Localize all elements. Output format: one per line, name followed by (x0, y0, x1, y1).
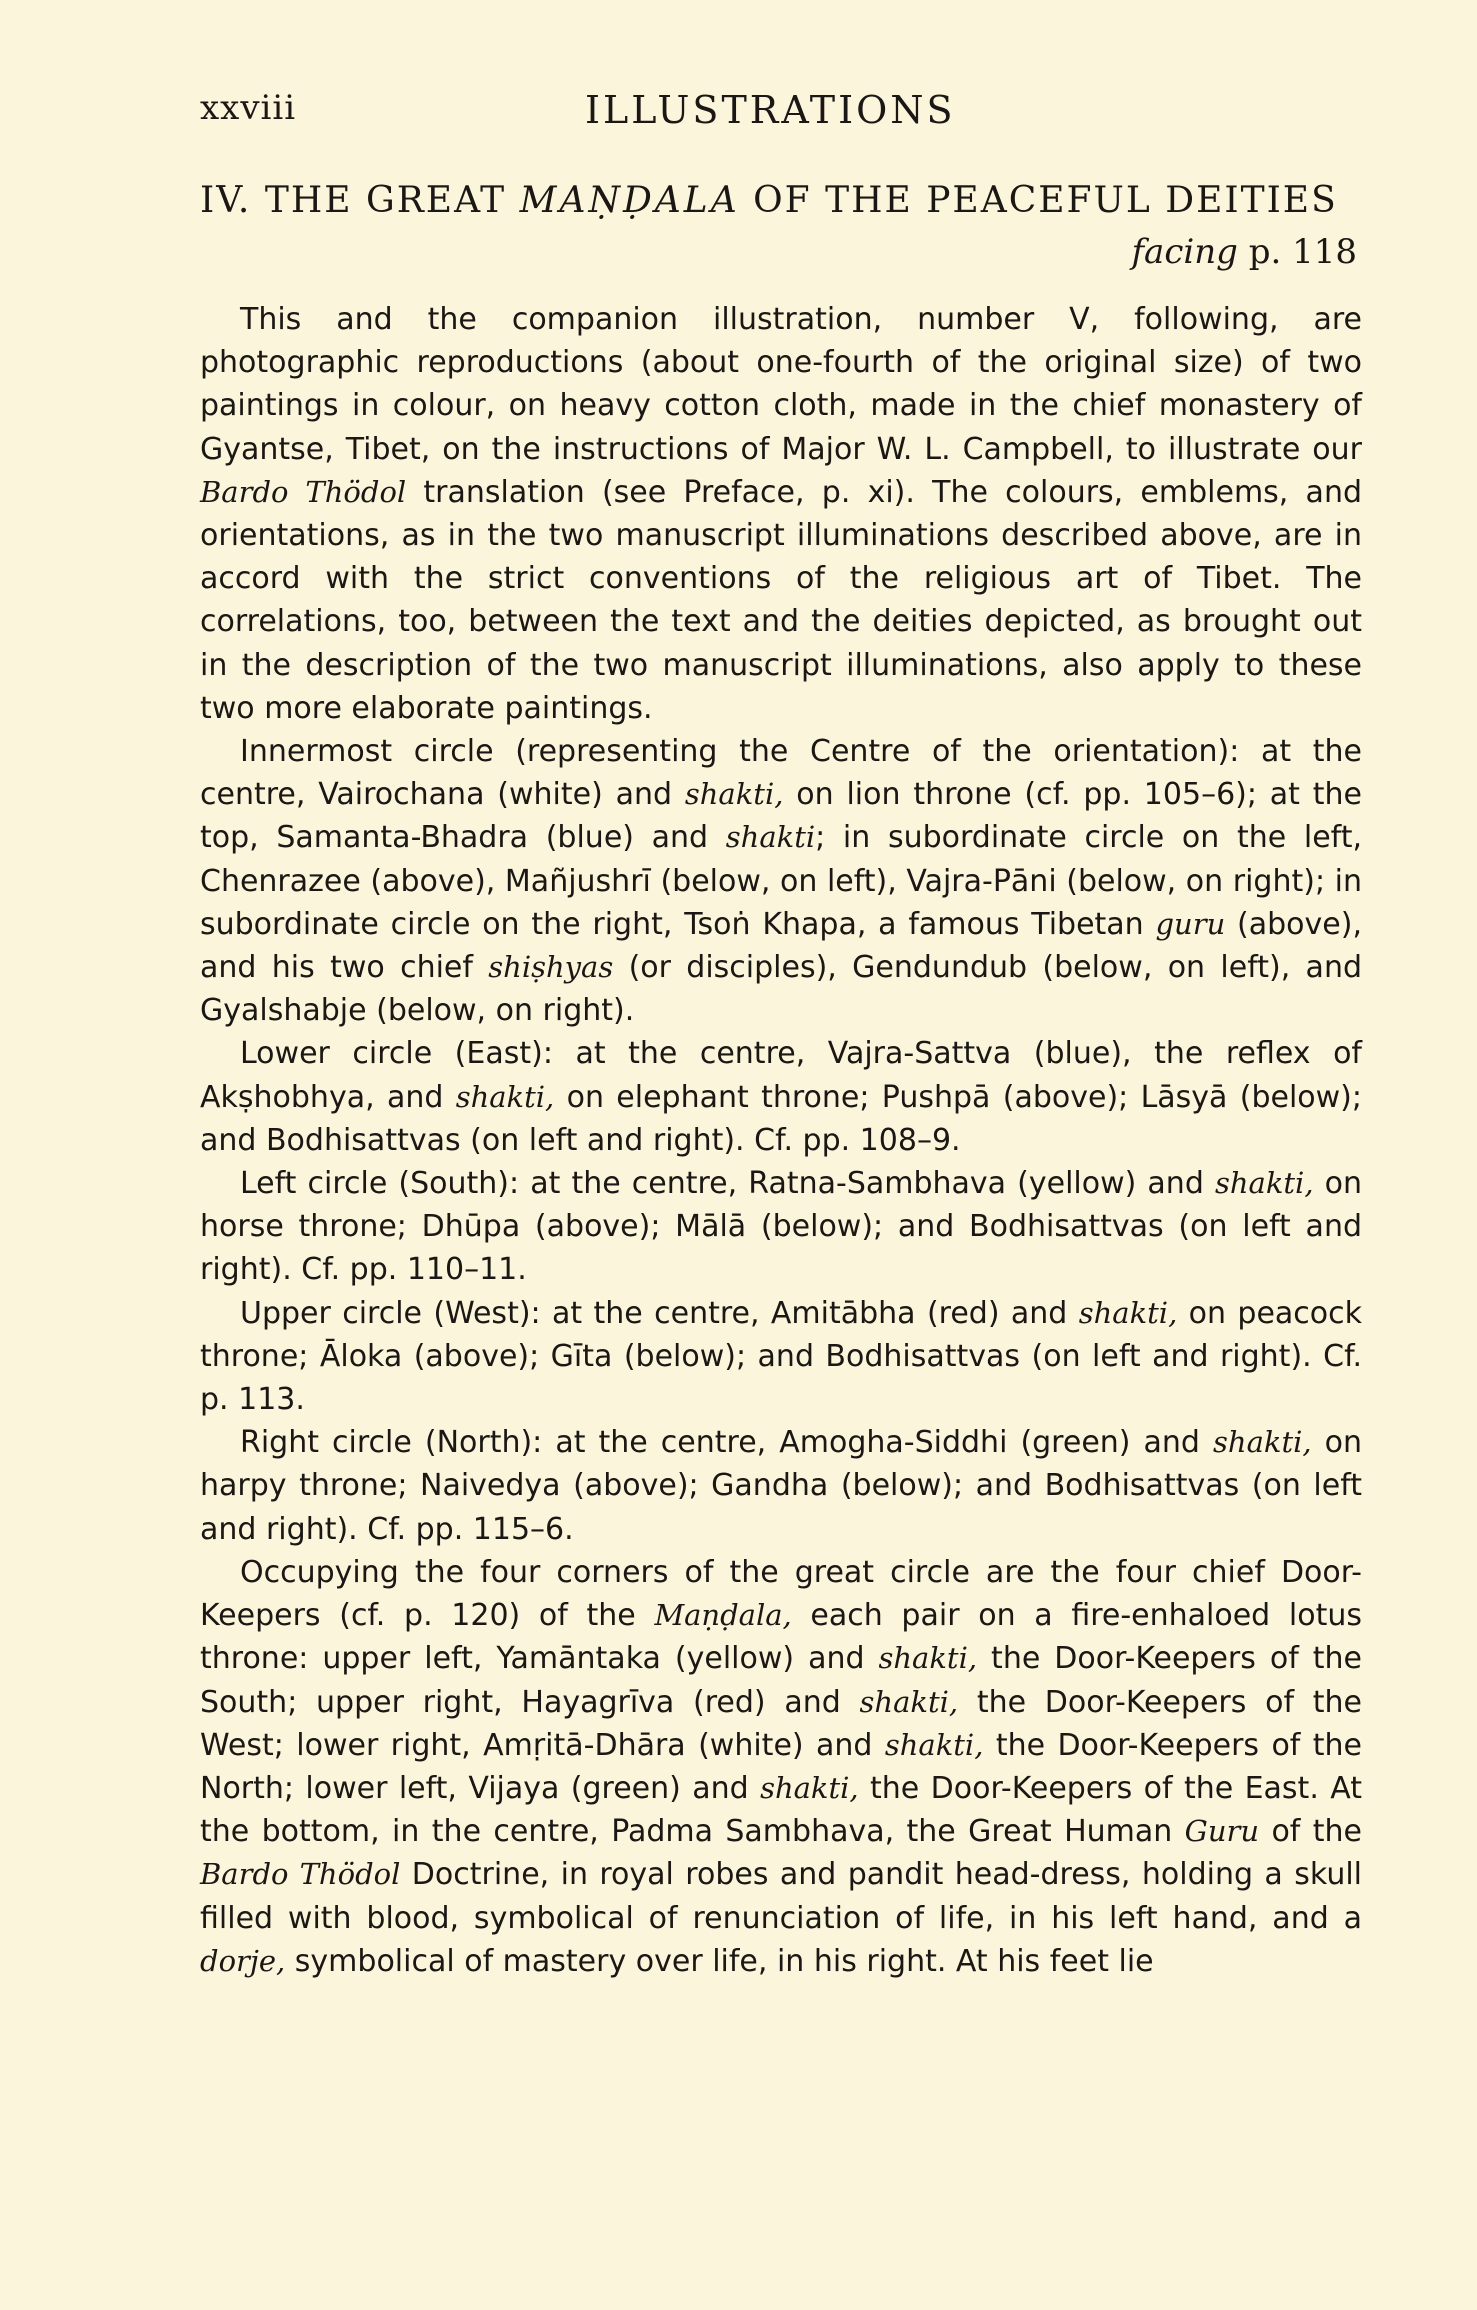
text-run: each pair on a fire-enhaloed lotus throne: upper left, Yamāntaka (yellow) and (200, 1598, 1362, 1677)
facing-page-reference (1131, 232, 1357, 272)
paragraph (200, 1032, 1362, 1162)
text-run: translation (see Preface, p. xi). The colours, emblems, and orientations, as in the two manuscript illuminations described above, are in accord with the strict conventions of the religious art of Tibet. The correlations, too, between the text and the deities depicted, as brought out in the description of the two manuscript illuminations, also apply to these two more elaborate paintings. (200, 474, 1363, 726)
text-run: the Door-Keepers of the North; lower left, Vijaya (green) and (200, 1727, 1362, 1806)
text-run: the Door-Keepers of the South; upper right, Hayagrīva (red) and (200, 1641, 1362, 1720)
text-run: Innermost circle (representing the Centre of the orientation): at the centre, Vairochana (white) and (200, 734, 1362, 813)
italic-term: shakti, (1214, 1166, 1314, 1201)
italic-term: guru (1155, 906, 1226, 941)
facing-label: facing (1131, 232, 1238, 272)
text-run: (or disciples), Gendundub (below, on left), and Gyalshabje (below, on right). (200, 950, 1363, 1029)
text-run: the Door-Keepers of the East. At the bottom, in the centre, Padma Sambhava, the Great Human (200, 1770, 1363, 1850)
text-run: on harpy throne; Naivedya (above); Gandha (below); and Bodhisattvas (on left and right). Cf. pp. 115–6. (200, 1425, 1363, 1547)
paragraph (200, 1162, 1362, 1292)
plate-title (200, 180, 1360, 221)
italic-term: shakti, (1078, 1295, 1178, 1330)
italic-term: shakti, (884, 1727, 984, 1762)
paragraph (200, 730, 1362, 1032)
italic-term: Guru (1184, 1814, 1260, 1849)
text-run: (above), and his two chief (200, 906, 1362, 986)
text-run: Occupying the four corners of the great circle are the four chief Door-Keepers (cf. p. 120) of the (200, 1554, 1362, 1634)
body-text (200, 298, 1362, 1983)
page-number: xxviii (200, 88, 297, 128)
italic-term: shakti, (878, 1641, 978, 1676)
italic-term: shakti, (455, 1079, 555, 1114)
plate-title-italic: MAṆḌALA (519, 180, 740, 221)
text-run: Doctrine, in royal robes and pandit head-dress, holding a skull filled with blood, symbolical of renunciation of life, in his left hand, and a (200, 1857, 1362, 1936)
paragraph (200, 1292, 1362, 1422)
italic-term: shakti, (760, 1770, 859, 1805)
text-run: on peacock throne; Āloka (above); Gīta (below); and Bodhisattvas (on left and right). Cf. p. 113. (200, 1295, 1363, 1418)
text-run: symbolical of mastery over life, in his right. At his feet lie (285, 1943, 1154, 1979)
italic-term: shakti, (1213, 1425, 1312, 1460)
italic-term: shakti, (859, 1684, 959, 1719)
text-run: This and the companion illustration, number V, following, are photographic reproductions (about one-fourth of the original size) of two paintings in colour, on heavy cotton cloth, made in the chief monastery of Gyantse, Tibet, on the instructions of Major W. L. Campbell, to illustrate our (200, 302, 1362, 467)
italic-term: shakti, (684, 777, 784, 812)
plate-title-suffix: OF THE PEACEFUL DEITIES (739, 180, 1338, 221)
page-header (200, 88, 1360, 138)
text-run: Right circle (North): at the centre, Amogha-Siddhi (green) and (240, 1425, 1214, 1461)
text-run: on lion throne (cf. pp. 105–6); at the top, Samanta-Bhadra (blue) and (200, 777, 1362, 856)
text-run: Lower circle (East): at the centre, Vajra-Sattva (blue), the reflex of Akṣhobhya, and (200, 1036, 1362, 1115)
paragraph (200, 1421, 1362, 1551)
text-run: of the (1259, 1814, 1362, 1850)
text-run: on horse throne; Dhūpa (above); Mālā (below); and Bodhisattvas (on left and right). Cf. pp. 110–11. (200, 1166, 1363, 1288)
running-head: ILLUSTRATIONS (585, 88, 956, 132)
italic-term: Bardo Thödol (200, 1857, 401, 1892)
text-run: the Door-Keepers of the West; lower right, Amṛitā-Dhāra (white) and (200, 1684, 1362, 1763)
text-run: on elephant throne; Pushpā (above); Lāsyā (below); and Bodhisattvas (on left and right). Cf. pp. 108–9. (200, 1079, 1362, 1158)
text-run: Upper circle (West): at the centre, Amitābha (red) and (240, 1295, 1079, 1331)
italic-term: shakti (725, 820, 816, 855)
italic-term: shiṣhyas (488, 950, 614, 985)
italic-term: dorje, (200, 1943, 286, 1978)
italic-term: Bardo Thödol (200, 474, 407, 509)
text-run: ; in subordinate circle on the left, Chenrazee (above), Mañjushrī (below, on left), Vajra-Pāni (below, on right); in subordinate circle on the right, Tsoṅ Khapa, a famous Tibetan (200, 820, 1362, 942)
plate-title-prefix: IV. THE GREAT (200, 180, 520, 221)
facing-page-number: p. 118 (1237, 232, 1357, 272)
paragraph (200, 298, 1362, 730)
paragraph (200, 1551, 1362, 1983)
text-run: Left circle (South): at the centre, Ratna-Sambhava (yellow) and (240, 1166, 1215, 1202)
italic-term: Maṇḍala, (654, 1598, 792, 1633)
